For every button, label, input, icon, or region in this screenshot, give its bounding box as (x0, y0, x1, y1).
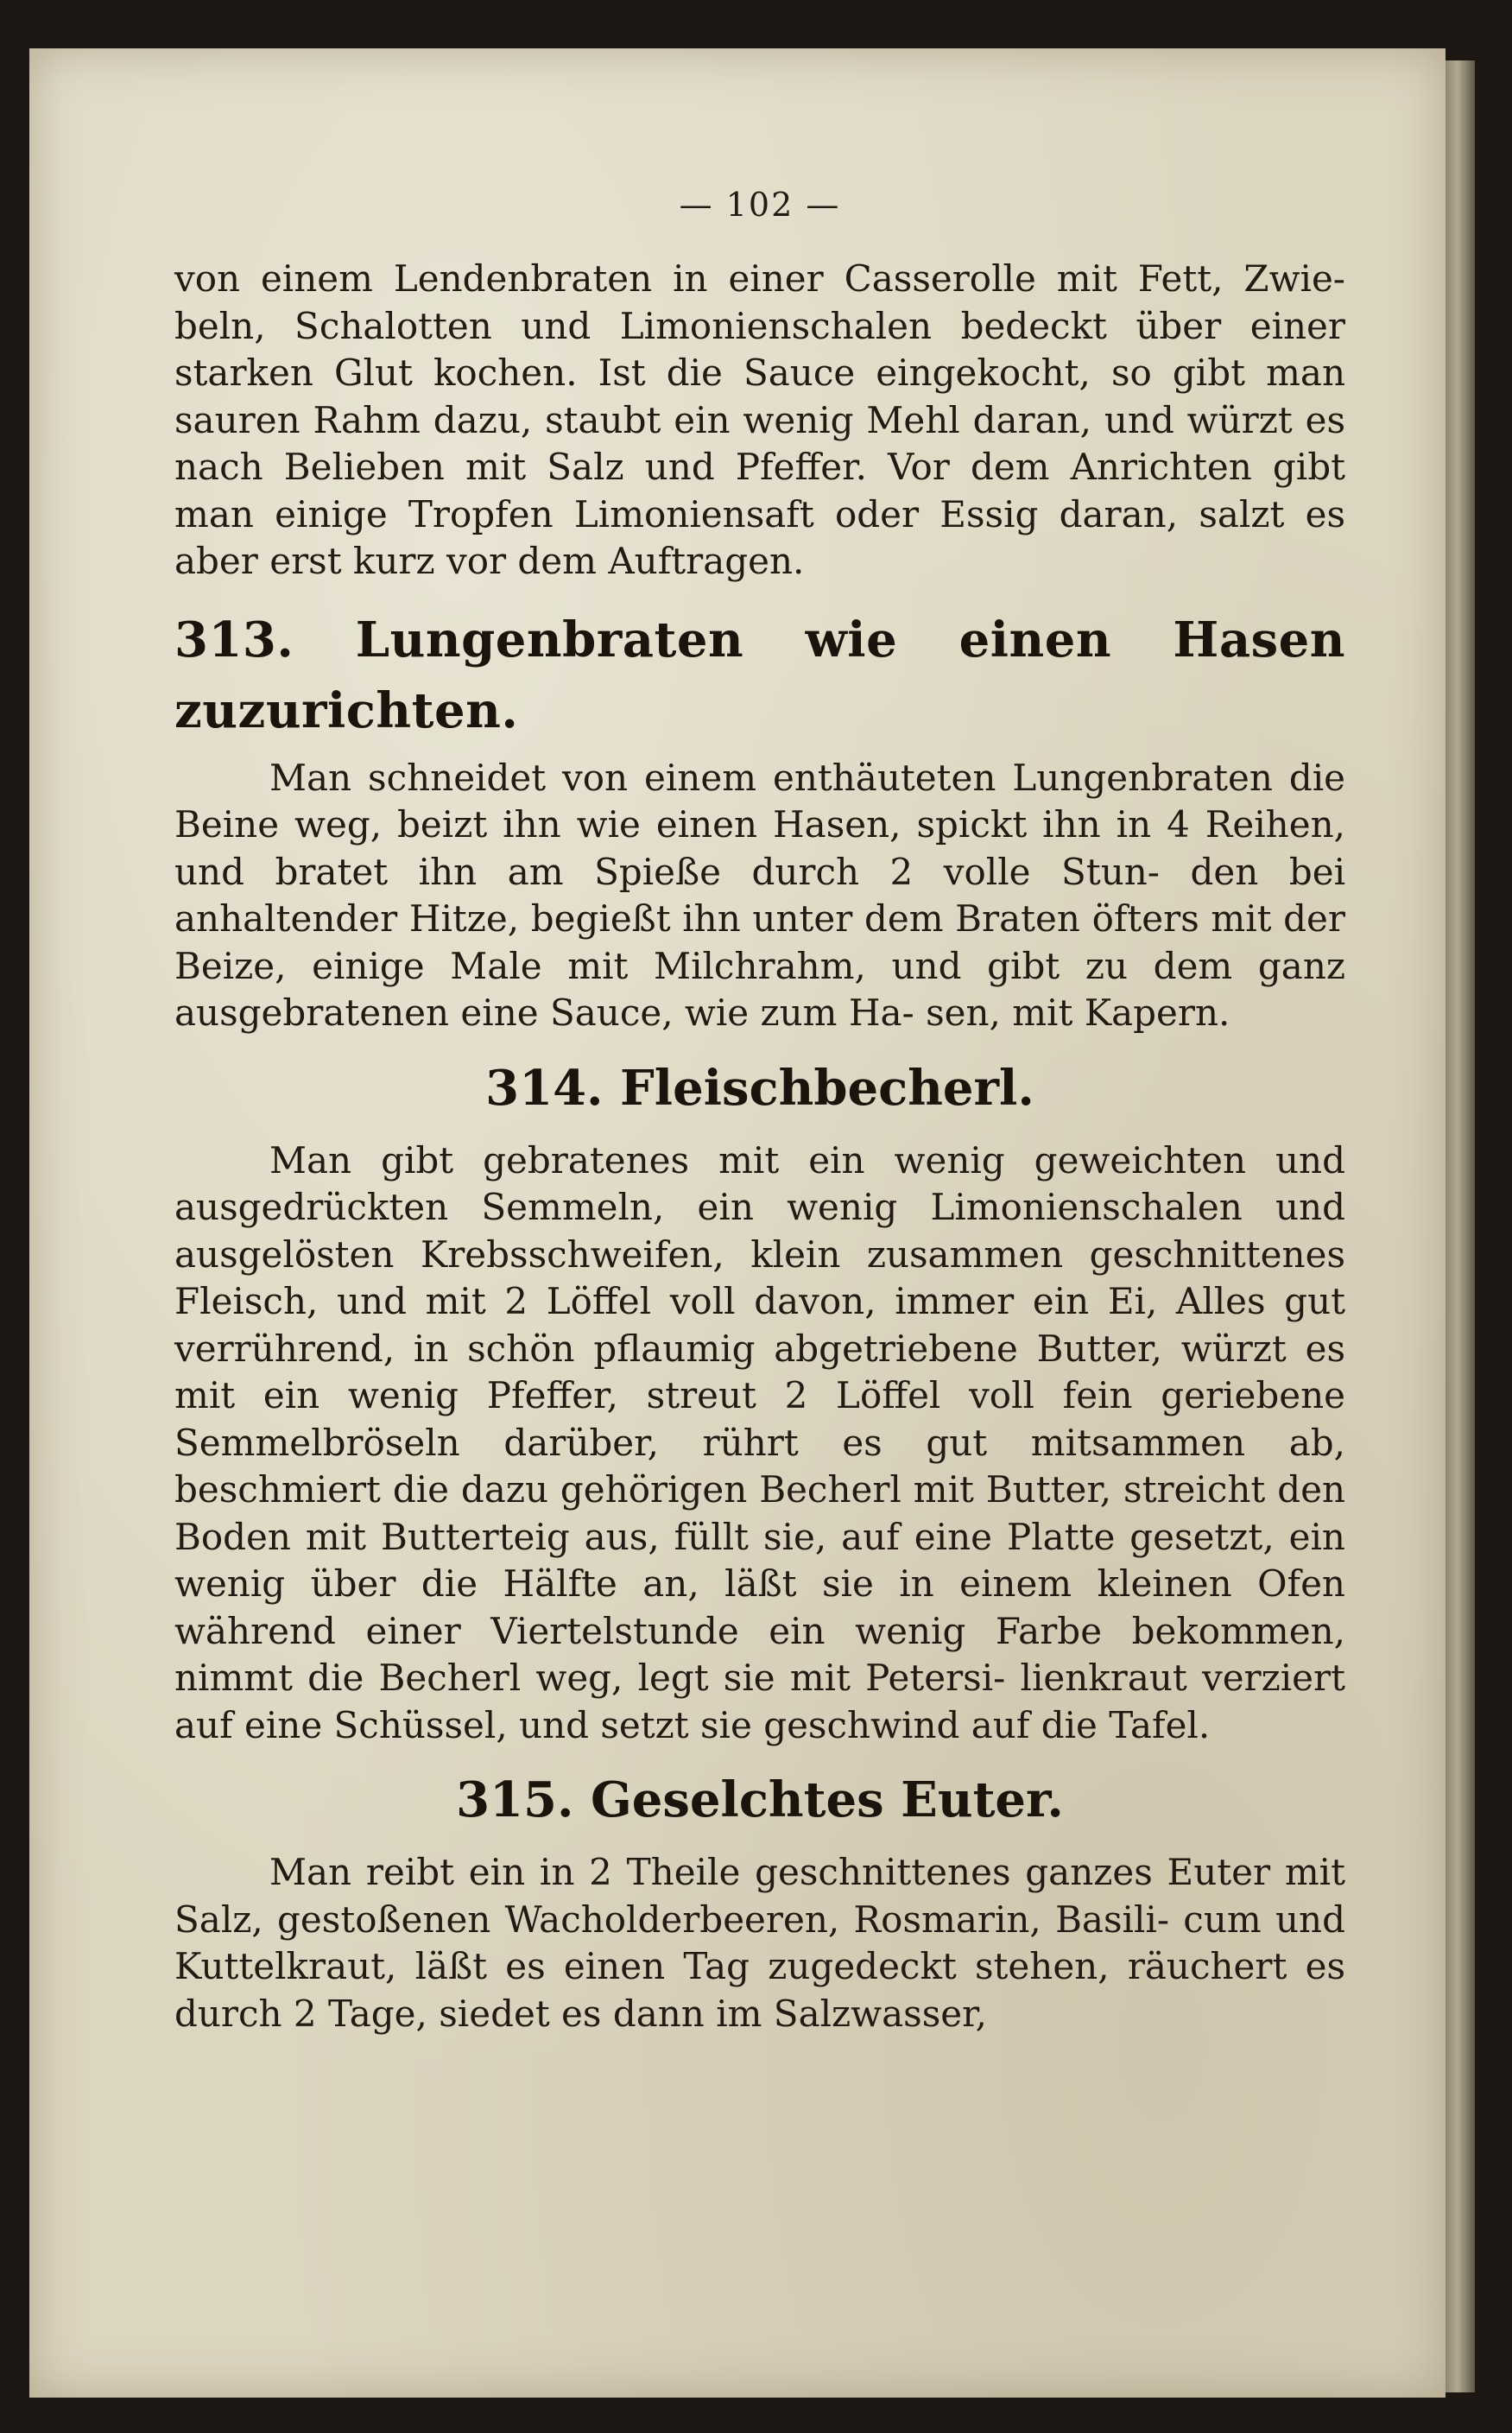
page-content (174, 183, 1345, 2037)
recipe-315-title: 315. Geselchtes Euter. (456, 1771, 1064, 1828)
recipe-314-text: Man gibt gebratenes mit ein wenig geweichten und ausgedrückten Semmeln, ein wenig Limonienschalen und ausgelösten Krebsschweifen, klein zusammen geschnittenes Fleisch, und mit 2 Löffel voll davon, immer ein Ei, Alles gut verrührend, in schön pflaumig abgetriebene Butter, würzt es mit ein wenig Pfeffer, streut 2 Löffel voll fein geriebene Semmelbröseln darüber, rührt es gut mitsammen ab, beschmiert die dazu gehörigen Becherl mit Butter, streicht den Boden mit Butterteig aus, füllt sie, auf eine Platte gesetzt, ein wenig über die Hälfte an, läßt sie in einem kleinen Ofen während einer Viertelstunde ein wenig Farbe bekommen, nimmt die Becherl weg, legt sie mit Petersi- lienkraut verziert auf eine Schüssel, und setzt sie geschwind auf die Tafel. (174, 1138, 1345, 1746)
page-number: — 102 — (679, 186, 841, 224)
page-edge (1446, 60, 1475, 2392)
recipe-314-title: 314. Fleischbecherl. (485, 1059, 1034, 1117)
recipe-315-text: Man reibt ein in 2 Theile geschnittenes ganzes Euter mit Salz, gestoßenen Wacholderbeeren, Rosmarin, Basili- cum und Kuttelkraut, läßt es einen Tag zugedeckt stehen, räuchert es durch 2 Tage, siedet es dann im Salzwasser, (174, 1851, 1345, 2035)
recipe-313-title: 313. Lungenbraten wie einen Hasen zuzurichten. (174, 611, 1345, 739)
recipe-313-text: Man schneidet von einem enthäuteten Lungenbraten die Beine weg, beizt ihn wie einen Hasen, spickt ihn in 4 Reihen, und bratet ihn am Spieße durch 2 volle Stun- den bei anhaltender Hitze, begießt ihn unter dem Braten öfters mit der Beize, einige Male mit Milchrahm, und gibt zu dem ganz ausgebratenen eine Sauce, wie zum Ha- sen, mit Kapern. (174, 756, 1345, 1034)
intro-paragraph: von einem Lendenbraten in einer Casserolle mit Fett, Zwie- beln, Schalotten und Limonienschalen bedeckt über einer starken Glut kochen. Ist die Sauce eingekocht, so gibt man sauren Rahm dazu, staubt ein wenig Mehl daran, und würzt es nach Belieben mit Salz und Pfeffer. Vor dem Anrichten gibt man einige Tropfen Limoniensaft oder Essig daran, salzt es aber erst kurz vor dem Auftragen. (174, 257, 1345, 582)
